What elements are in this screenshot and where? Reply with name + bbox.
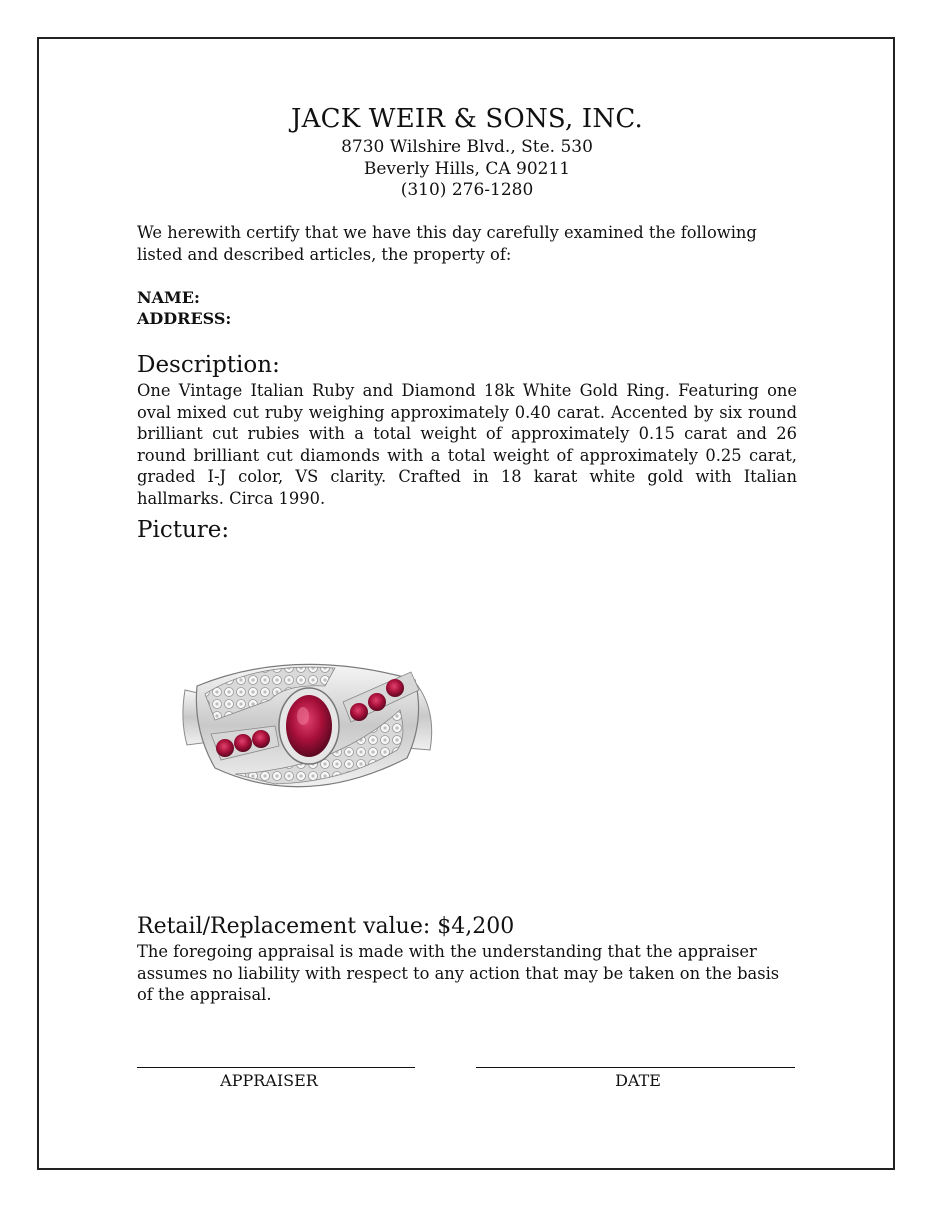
picture-heading: Picture: (137, 517, 230, 543)
liability-disclaimer: The foregoing appraisal is made with the understanding that the appraiser assumes no liability with respect to any action that may be taken on the basis of the appraisal. (137, 942, 780, 1005)
description-heading: Description: (137, 352, 280, 378)
address-label: ADDRESS: (137, 309, 232, 328)
company-phone: (310) 276-1280 (400, 180, 534, 200)
description-text: One Vintage Italian Ruby and Diamond 18k White Gold Ring. Featuring one oval mixed cut ruby weighing approximately 0.40 carat. Accented by six round brilliant cut rubies with a total weight of approximately 0.15 carat and 26 round brilliant cut diamonds with a total weight of approximately 0.25 carat, graded I-J color, VS clarity. Crafted in 18 karat white gold with Italian hallmarks. Circa 1990. (137, 381, 797, 508)
company-street: 8730 Wilshire Blvd., Ste. 530 (341, 137, 593, 157)
company-name: JACK WEIR & SONS, INC. (291, 104, 643, 134)
date-signature-line (476, 1067, 795, 1068)
replacement-value-heading: Retail/Replacement value: $4,200 (137, 914, 515, 939)
name-label: NAME: (137, 288, 200, 307)
appraiser-label: APPRAISER (220, 1071, 318, 1090)
company-city: Beverly Hills, CA 90211 (363, 159, 571, 179)
ruby-diamond-ring-image (175, 650, 443, 806)
appraiser-signature-line (137, 1067, 415, 1068)
date-label: DATE (615, 1071, 661, 1090)
certification-intro: We herewith certify that we have this day carefully examined the following listed and described articles, the property of: (137, 223, 757, 264)
